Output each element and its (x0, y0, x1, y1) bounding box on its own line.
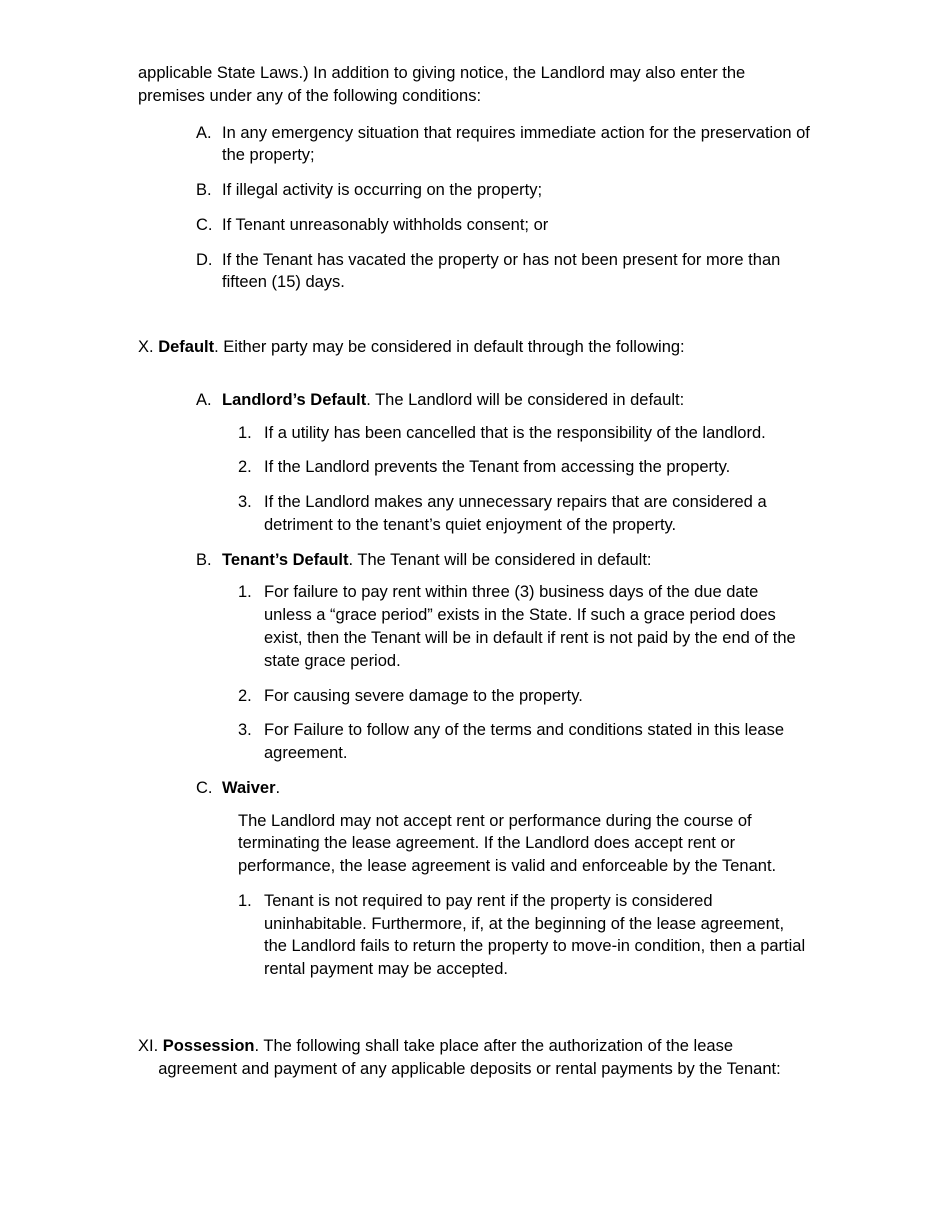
list-item (238, 685, 810, 708)
list-item (196, 777, 810, 800)
list-item-text: For causing severe damage to the property. (264, 686, 583, 705)
list-marker: A. (196, 390, 212, 409)
section-possession-title (158, 1035, 810, 1081)
list-marker: 2. (238, 686, 252, 705)
item-text: . The Landlord will be considered in default: (366, 390, 685, 409)
list-item-text (222, 389, 810, 412)
section-numeral: XI. (138, 1036, 159, 1055)
list-marker: 1. (238, 891, 252, 910)
list-item-text: If illegal activity is occurring on the property; (222, 181, 543, 200)
list-marker: B. (196, 181, 212, 200)
list-item-text (222, 777, 810, 800)
waiver-body-paragraph: The Landlord may not accept rent or performance during the course of terminating the lease agreement. If the Landlord does accept rent or performance, the lease agreement is valid and enforceable by the Tenant. (238, 811, 777, 876)
section-heading-bold: Possession (162, 1036, 255, 1055)
list-item (196, 549, 810, 572)
section-possession-heading-row (138, 1035, 810, 1081)
list-marker: 3. (238, 721, 252, 740)
list-marker: 3. (238, 493, 252, 512)
list-item-text: For Failure to follow any of the terms and conditions stated in this lease agreement. (264, 721, 785, 763)
list-item-text: In any emergency situation that requires immediate action for the preservation of the property; (222, 123, 810, 165)
list-marker: A. (196, 123, 212, 142)
list-item (238, 719, 810, 765)
list-item (196, 179, 810, 202)
list-item-text (222, 549, 810, 572)
spacer (138, 359, 810, 389)
section-numeral: X. (138, 338, 154, 357)
section-default-title (154, 336, 810, 359)
item-heading-bold: Landlord’s Default (222, 390, 367, 409)
spacer (138, 1023, 810, 1035)
intro-paragraph: applicable State Laws.) In addition to giving notice, the Landlord may also enter the premises under any of the following conditions: (138, 64, 746, 105)
section-heading-text: . The following shall take place after the authorization of the lease agreement and payment of any applicable deposits or rental payments by the Tenant: (158, 1036, 781, 1078)
item-text: . (275, 778, 281, 797)
list-marker: C. (196, 215, 213, 234)
list-item-text: If a utility has been cancelled that is the responsibility of the landlord. (264, 423, 766, 442)
spacer (138, 993, 810, 1023)
list-item (238, 581, 810, 672)
list-item (238, 456, 810, 479)
list-marker: 2. (238, 458, 252, 477)
spacer (138, 306, 810, 336)
section-default-heading-row (138, 336, 810, 359)
list-item-text: If the Landlord makes any unnecessary repairs that are considered a detriment to the tenant’s quiet enjoyment of the property. (264, 493, 767, 534)
list-item-text: If the Tenant has vacated the property or has not been present for more than fifteen (15) days. (222, 250, 781, 292)
list-item (196, 214, 810, 237)
item-heading-bold: Tenant’s Default (222, 550, 349, 569)
list-item-text: Tenant is not required to pay rent if the property is considered uninhabitable. Furthermore, if, at the beginning of the lease agreement, the Landlord fails to return the property to move-in condition, then a partial rental payment may be accepted. (264, 891, 806, 979)
section-heading-bold: Default (158, 338, 215, 357)
list-marker: C. (196, 778, 213, 797)
list-item (238, 890, 810, 981)
list-item-text: For failure to pay rent within three (3) business days of the due date unless a “grace period” exists in the State. If such a grace period does exist, then the Tenant will be in default if rent is not paid by the end of the state grace period. (264, 583, 796, 670)
list-marker: 1. (238, 423, 252, 442)
list-item (196, 389, 810, 412)
list-item (238, 422, 810, 445)
list-marker: D. (196, 250, 213, 269)
list-marker: 1. (238, 583, 252, 602)
list-item-text: If the Landlord prevents the Tenant from accessing the property. (264, 458, 731, 477)
item-text: . The Tenant will be considered in default: (348, 550, 652, 569)
section-heading-text: . Either party may be considered in default through the following: (214, 338, 685, 357)
list-item (238, 491, 810, 537)
list-item (196, 249, 810, 295)
item-heading-bold: Waiver (222, 778, 276, 797)
list-item (196, 122, 810, 168)
list-item-text: If Tenant unreasonably withholds consent; or (222, 215, 549, 234)
list-marker: B. (196, 550, 212, 569)
